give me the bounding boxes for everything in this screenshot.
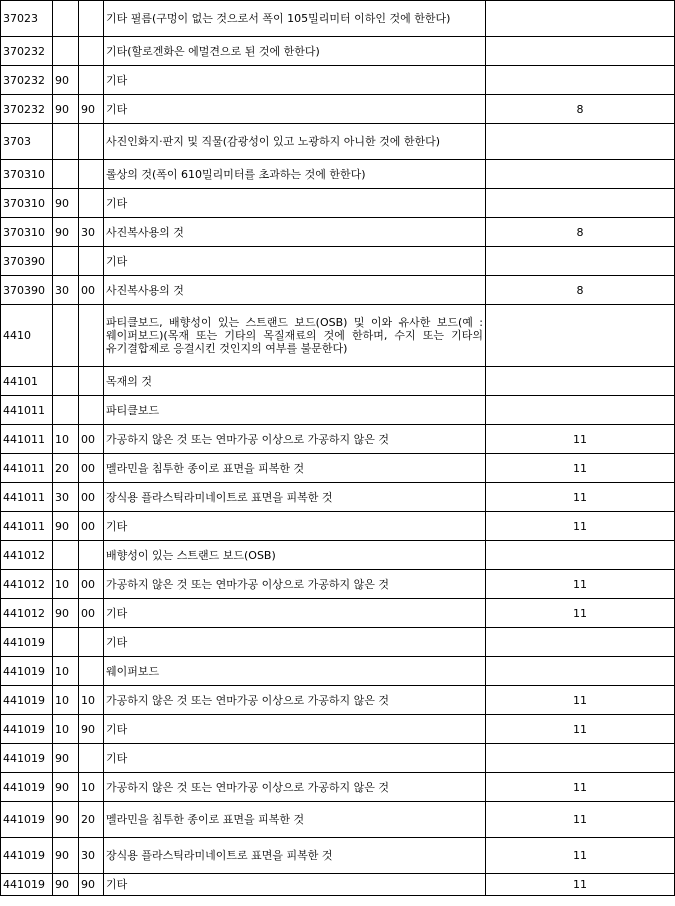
sub-code-1-cell: 10 [53,570,79,599]
description-cell: 기타 [104,599,486,628]
description-cell: 가공하지 않은 것 또는 연마가공 이상으로 가공하지 않은 것 [104,686,486,715]
hs-code-cell: 370310 [1,189,53,218]
sub-code-2-cell [79,1,104,37]
rate-cell: 11 [486,838,675,874]
sub-code-1-cell: 90 [53,95,79,124]
table-row [1,218,675,247]
rate-cell: 11 [486,802,675,838]
hs-code-cell: 3703 [1,124,53,160]
hs-code-cell: 441011 [1,483,53,512]
table-row [1,657,675,686]
sub-code-1-cell: 30 [53,276,79,305]
rate-cell: 11 [486,773,675,802]
rate-cell: 8 [486,218,675,247]
table-row [1,744,675,773]
sub-code-1-cell: 90 [53,66,79,95]
sub-code-1-cell [53,628,79,657]
rate-cell [486,367,675,396]
sub-code-2-cell [79,124,104,160]
description-cell: 기타 [104,744,486,773]
sub-code-2-cell: 30 [79,218,104,247]
sub-code-2-cell: 10 [79,773,104,802]
hs-code-cell: 441011 [1,512,53,541]
sub-code-2-cell [79,657,104,686]
table-row [1,66,675,95]
hs-code-cell: 441019 [1,715,53,744]
sub-code-1-cell [53,367,79,396]
hs-code-cell: 370310 [1,160,53,189]
sub-code-2-cell: 00 [79,425,104,454]
description-cell: 사진복사용의 것 [104,218,486,247]
sub-code-1-cell: 10 [53,425,79,454]
table-row [1,570,675,599]
sub-code-2-cell: 00 [79,512,104,541]
hs-code-cell: 370390 [1,276,53,305]
sub-code-1-cell: 30 [53,483,79,512]
description-cell: 롤상의 것(폭이 610밀리미터를 초과하는 것에 한한다) [104,160,486,189]
table-row [1,483,675,512]
rate-cell [486,37,675,66]
rate-cell [486,305,675,367]
sub-code-2-cell: 30 [79,838,104,874]
sub-code-1-cell [53,305,79,367]
table-row [1,773,675,802]
rate-cell: 11 [486,512,675,541]
description-cell: 기타 [104,95,486,124]
sub-code-1-cell: 90 [53,874,79,896]
hs-code-cell: 370232 [1,37,53,66]
sub-code-1-cell [53,160,79,189]
sub-code-1-cell [53,541,79,570]
table-row [1,396,675,425]
rate-cell [486,189,675,218]
sub-code-1-cell [53,396,79,425]
rate-cell: 11 [486,570,675,599]
rate-cell: 11 [486,686,675,715]
description-cell: 웨이퍼보드 [104,657,486,686]
sub-code-2-cell: 10 [79,686,104,715]
description-cell: 사진인화지·판지 및 직물(감광성이 있고 노광하지 아니한 것에 한한다) [104,124,486,160]
rate-cell: 11 [486,715,675,744]
description-cell: 기타 [104,715,486,744]
table-row [1,124,675,160]
hs-code-cell: 441012 [1,541,53,570]
description-cell: 장식용 플라스틱라미네이트로 표면을 피복한 것 [104,483,486,512]
table-row [1,686,675,715]
description-cell: 장식용 플라스틱라미네이트로 표면을 피복한 것 [104,838,486,874]
hs-code-cell: 44101 [1,367,53,396]
table-row [1,1,675,37]
tariff-table-body [1,1,675,896]
table-row [1,95,675,124]
table-row [1,715,675,744]
hs-code-cell: 37023 [1,1,53,37]
description-cell: 기타 [104,189,486,218]
table-row [1,189,675,218]
table-row [1,454,675,483]
sub-code-2-cell [79,744,104,773]
rate-cell: 11 [486,599,675,628]
table-row [1,276,675,305]
rate-cell: 11 [486,454,675,483]
hs-code-cell: 370310 [1,218,53,247]
rate-cell: 8 [486,276,675,305]
hs-code-cell: 441011 [1,396,53,425]
rate-cell: 11 [486,425,675,454]
table-row [1,838,675,874]
description-cell: 배향성이 있는 스트랜드 보드(OSB) [104,541,486,570]
hs-code-cell: 441019 [1,744,53,773]
sub-code-1-cell [53,247,79,276]
sub-code-1-cell: 10 [53,686,79,715]
sub-code-2-cell [79,305,104,367]
rate-cell [486,160,675,189]
sub-code-2-cell [79,160,104,189]
hs-code-cell: 370232 [1,66,53,95]
description-cell: 기타 [104,247,486,276]
rate-cell [486,657,675,686]
hs-code-cell: 441019 [1,628,53,657]
hs-code-cell: 441019 [1,802,53,838]
sub-code-2-cell [79,66,104,95]
sub-code-2-cell [79,541,104,570]
description-cell: 사진복사용의 것 [104,276,486,305]
sub-code-1-cell: 10 [53,715,79,744]
sub-code-1-cell: 90 [53,218,79,247]
description-cell: 기타 필름(구멍이 없는 것으로서 폭이 105밀리미터 이하인 것에 한한다) [104,1,486,37]
description-cell: 기타 [104,874,486,896]
hs-code-cell: 441012 [1,570,53,599]
hs-code-cell: 4410 [1,305,53,367]
sub-code-2-cell: 90 [79,95,104,124]
sub-code-2-cell: 00 [79,483,104,512]
rate-cell [486,541,675,570]
description-cell: 가공하지 않은 것 또는 연마가공 이상으로 가공하지 않은 것 [104,570,486,599]
description-cell: 파티클보드, 배향성이 있는 스트랜드 보드(OSB) 및 이와 유사한 보드(예 : 웨이퍼보드)(목재 또는 기타의 목질재료의 것에 한하며, 수지 또는 기타의 유기결합제로 응결시킨 것인지의 여부를 불문한다) [104,305,486,367]
rate-cell [486,744,675,773]
rate-cell [486,396,675,425]
table-row [1,802,675,838]
hs-code-cell: 441019 [1,773,53,802]
sub-code-2-cell: 90 [79,715,104,744]
description-cell: 파티클보드 [104,396,486,425]
hs-code-cell: 441019 [1,838,53,874]
table-row [1,512,675,541]
sub-code-1-cell: 90 [53,189,79,218]
table-row [1,425,675,454]
sub-code-1-cell: 90 [53,599,79,628]
description-cell: 멜라민을 침투한 종이로 표면을 피복한 것 [104,454,486,483]
hs-code-cell: 370390 [1,247,53,276]
rate-cell: 11 [486,874,675,896]
rate-cell: 8 [486,95,675,124]
sub-code-1-cell [53,124,79,160]
table-row [1,247,675,276]
rate-cell [486,66,675,95]
table-row [1,37,675,66]
table-row [1,541,675,570]
table-row [1,160,675,189]
sub-code-2-cell: 00 [79,570,104,599]
description-cell: 멜라민을 침투한 종이로 표면을 피복한 것 [104,802,486,838]
sub-code-2-cell [79,247,104,276]
table-row [1,599,675,628]
sub-code-1-cell: 20 [53,454,79,483]
sub-code-2-cell [79,189,104,218]
sub-code-2-cell: 00 [79,454,104,483]
hs-code-cell: 441019 [1,686,53,715]
table-row [1,367,675,396]
rate-cell [486,247,675,276]
rate-cell: 11 [486,483,675,512]
sub-code-2-cell: 00 [79,599,104,628]
description-cell: 기타(할로겐화은 에멀견으로 된 것에 한한다) [104,37,486,66]
sub-code-2-cell [79,37,104,66]
description-cell: 기타 [104,512,486,541]
description-cell: 가공하지 않은 것 또는 연마가공 이상으로 가공하지 않은 것 [104,425,486,454]
rate-cell [486,1,675,37]
sub-code-2-cell [79,367,104,396]
hs-code-cell: 370232 [1,95,53,124]
description-cell: 목재의 것 [104,367,486,396]
description-cell: 기타 [104,66,486,95]
table-row [1,305,675,367]
sub-code-2-cell: 00 [79,276,104,305]
sub-code-2-cell [79,628,104,657]
sub-code-1-cell: 90 [53,802,79,838]
hs-code-cell: 441012 [1,599,53,628]
sub-code-1-cell: 90 [53,773,79,802]
hs-code-cell: 441011 [1,425,53,454]
table-row [1,628,675,657]
rate-cell [486,124,675,160]
rate-cell [486,628,675,657]
sub-code-2-cell: 20 [79,802,104,838]
sub-code-1-cell [53,1,79,37]
hs-code-cell: 441019 [1,657,53,686]
sub-code-1-cell [53,37,79,66]
table-row [1,874,675,896]
hs-code-cell: 441019 [1,874,53,896]
sub-code-2-cell: 90 [79,874,104,896]
description-cell: 가공하지 않은 것 또는 연마가공 이상으로 가공하지 않은 것 [104,773,486,802]
sub-code-1-cell: 90 [53,512,79,541]
sub-code-1-cell: 90 [53,744,79,773]
sub-code-1-cell: 90 [53,838,79,874]
hs-code-cell: 441011 [1,454,53,483]
sub-code-1-cell: 10 [53,657,79,686]
sub-code-2-cell [79,396,104,425]
description-cell: 기타 [104,628,486,657]
